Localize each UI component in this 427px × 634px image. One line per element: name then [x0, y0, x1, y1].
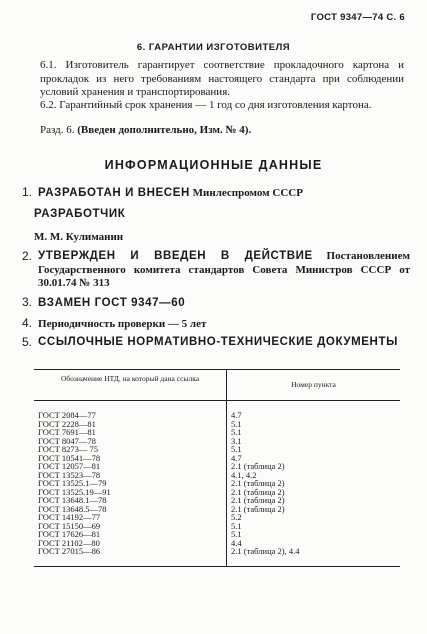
table-row-clause: 5.1 [231, 520, 242, 531]
table-row-ntd: ГОСТ 10541—78 [38, 452, 101, 463]
table-row-ntd: ГОСТ 13648.5—78 [38, 503, 107, 514]
col-ntd-header: Обозначение НТД, на который дана ссылка [34, 370, 227, 400]
section-6-title: 6. ГАРАНТИИ ИЗГОТОВИТЕЛЯ [136, 42, 291, 53]
developer-name: М. М. Кулиманин [34, 231, 124, 243]
col-clause [227, 401, 400, 566]
clause-6-1-text: 6.1. Изготовитель гарантирует соответствие прокладочного картона и прокладок из него требованиям настоящего стандарта при соблюдении условий хранения и транспортирования. [40, 59, 404, 99]
developer-label: РАЗРАБОТЧИК [34, 208, 126, 220]
table-row-clause: 4.7 [231, 452, 242, 463]
info-title: ИНФОРМАЦИОННЫЕ ДАННЫЕ [104, 158, 323, 172]
clause-6-2-text: 6.2. Гарантийный срок хранения — 1 год со дня изготовления картона. [40, 99, 372, 111]
table-row-ntd: ГОСТ 7691—81 [38, 427, 96, 437]
table-row-clause: 5.1 [231, 418, 242, 429]
info-item-1: 1. РАЗРАБОТАН И ВНЕСЕН Минлеспромом СССР [22, 185, 303, 199]
table-row-ntd: ГОСТ 2228—81 [38, 418, 96, 429]
amendment-bold: (Введен дополнительно, Изм. № 4). [77, 124, 252, 136]
table-header [34, 370, 400, 401]
table-row-clause: 2.1 (таблица 2) [231, 486, 285, 497]
table-row-ntd: ГОСТ 15150—69 [38, 520, 101, 531]
table-row-ntd: ГОСТ 17626—81 [38, 529, 101, 539]
amendment-note [24, 124, 404, 138]
table-row-clause: 5.1 [231, 444, 242, 454]
table-row-clause: 5.1 [231, 427, 242, 437]
table-body [34, 401, 400, 566]
table-row-ntd: ГОСТ 2084—77 [38, 410, 96, 420]
table-row-clause: 4.4 [231, 537, 242, 548]
page-header: ГОСТ 9347—74 С. 6 [310, 12, 405, 23]
table-row-clause: 2.1 (таблица 2) [231, 495, 285, 505]
table-row-clause: 5.1 [231, 529, 242, 539]
table-row-clause: 2.1 (таблица 2) [231, 461, 285, 471]
col-clause-header: Номер пункта [291, 380, 336, 389]
table-row-ntd: ГОСТ 27015—86 [38, 546, 101, 556]
table-row-clause: 4.7 [231, 410, 242, 420]
table-row-ntd: ГОСТ 13648.1—78 [38, 495, 107, 505]
table-row-ntd: ГОСТ 13525.19—91 [38, 486, 111, 497]
table-row-ntd: ГОСТ 13525.1—79 [38, 478, 107, 488]
table-row-ntd: ГОСТ 21102—80 [38, 537, 100, 548]
info-item-2: 2. УТВЕРЖДЕН И ВВЕДЕН В ДЕЙСТВИЕ Постановлением Государственного комитета стандартов Совета Министров СССР от 30.01.74 № 313 [22, 249, 410, 290]
table-row-ntd: ГОСТ 8047—78 [38, 435, 96, 446]
table-row-clause: 2.1 (таблица 2) [231, 478, 285, 488]
table-row-clause: 2.1 (таблица 2), 4.4 [231, 546, 300, 556]
col-ntd [34, 401, 227, 566]
amendment-prefix: Разд. 6. [40, 124, 75, 136]
table-row-clause: 4.1, 4.2 [231, 469, 257, 480]
info-item-3: 3. ВЗАМЕН ГОСТ 9347—60 [22, 295, 186, 309]
info-item-5: 5. ССЫЛОЧНЫЕ НОРМАТИВНО-ТЕХНИЧЕСКИЕ ДОКУМЕНТЫ [22, 335, 398, 349]
references-table [34, 369, 400, 567]
table-row-clause: 2.1 (таблица 2) [231, 503, 285, 514]
clause-6-1 [24, 59, 404, 100]
info-item-4: 4. Периодичность проверки — 5 лет [22, 316, 207, 330]
table-row-clause: 5.2 [231, 512, 242, 522]
table-row-ntd: ГОСТ 13523—78 [38, 469, 101, 480]
table-row-ntd: ГОСТ 14192—77 [38, 512, 101, 522]
table-row-ntd: ГОСТ 8273— 75 [38, 444, 99, 454]
table-row-ntd: ГОСТ 12057—81 [38, 461, 101, 471]
clause-6-2 [24, 99, 404, 113]
table-row-clause: 3.1 [231, 435, 242, 446]
